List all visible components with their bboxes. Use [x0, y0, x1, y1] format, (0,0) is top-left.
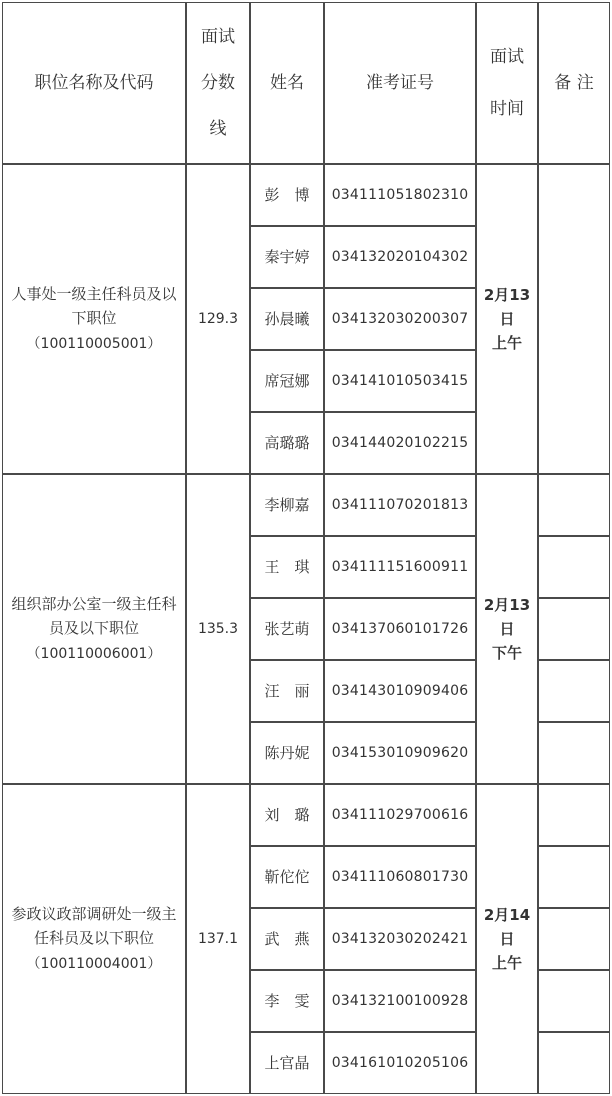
header-time-line: 时间 — [490, 99, 524, 119]
time-cell — [476, 164, 538, 474]
name-cell — [250, 412, 324, 474]
name-cell — [250, 970, 324, 1032]
candidate-name: 秦宇婷 — [264, 248, 310, 266]
score-cell — [186, 164, 250, 474]
time-line: 2月13 — [483, 596, 531, 614]
header-time-line: 面试 — [490, 47, 524, 67]
time-line: 2月14 — [483, 906, 531, 924]
exam-no-cell — [324, 288, 476, 350]
score-value: 137.1 — [197, 931, 239, 947]
candidate-name: 靳佗佗 — [264, 868, 310, 886]
exam-number: 034111060801730 — [331, 869, 469, 885]
header-score-stack — [201, 14, 235, 152]
time-cell — [476, 474, 538, 784]
name-cell — [250, 722, 324, 784]
score-cell — [186, 784, 250, 1094]
header-score-line: 分数 — [201, 73, 235, 93]
note-cell — [538, 970, 610, 1032]
time-stack — [484, 283, 530, 355]
name-cell — [250, 226, 324, 288]
exam-number: 034111051802310 — [331, 187, 469, 203]
candidate-name: 高璐璐 — [264, 434, 310, 452]
exam-no-cell — [324, 474, 476, 536]
note-cell — [538, 784, 610, 846]
position-code: （100110006001） — [26, 646, 162, 662]
exam-number: 034137060101726 — [331, 621, 469, 637]
time-line: 下午 — [491, 644, 522, 662]
header-score-line: 线 — [209, 119, 227, 139]
exam-no-cell — [324, 784, 476, 846]
exam-number: 034143010909406 — [331, 683, 469, 699]
note-cell — [538, 722, 610, 784]
note-cell — [538, 846, 610, 908]
position-cell — [2, 784, 186, 1094]
time-line: 2月13 — [483, 286, 531, 304]
time-cell — [476, 784, 538, 1094]
note-cell — [538, 164, 610, 474]
note-cell — [538, 536, 610, 598]
candidate-name: 刘 璐 — [264, 806, 310, 824]
header-position-label: 职位名称及代码 — [34, 73, 154, 93]
header-score — [186, 2, 250, 164]
exam-no-cell — [324, 908, 476, 970]
exam-no-cell — [324, 164, 476, 226]
candidate-name: 孙晨曦 — [264, 310, 310, 328]
name-cell — [250, 474, 324, 536]
score-value: 135.3 — [197, 621, 239, 637]
exam-no-cell — [324, 722, 476, 784]
header-exam-no-label: 准考证号 — [366, 73, 434, 93]
position-cell — [2, 474, 186, 784]
name-cell — [250, 350, 324, 412]
exam-number: 034161010205106 — [331, 1055, 469, 1071]
exam-no-cell — [324, 970, 476, 1032]
time-stack — [484, 593, 530, 665]
exam-number: 034132030202421 — [331, 931, 469, 947]
exam-no-cell — [324, 846, 476, 908]
exam-number: 034132020104302 — [331, 249, 469, 265]
exam-number: 034111029700616 — [331, 807, 469, 823]
time-line: 上午 — [491, 954, 522, 972]
exam-no-cell — [324, 660, 476, 722]
exam-no-cell — [324, 350, 476, 412]
exam-no-cell — [324, 536, 476, 598]
name-cell — [250, 908, 324, 970]
time-line: 上午 — [491, 334, 522, 352]
candidate-name: 武 燕 — [264, 930, 310, 948]
header-note — [538, 2, 610, 164]
position-title: 参政议政部调研处一级主任科员及以下职位 — [11, 905, 177, 947]
exam-number: 034144020102215 — [331, 435, 469, 451]
candidate-name: 陈丹妮 — [264, 744, 310, 762]
candidate-name: 王 琪 — [264, 558, 310, 576]
candidate-name: 李 雯 — [264, 992, 310, 1010]
exam-number: 034111151600911 — [331, 559, 469, 575]
position-code: （100110004001） — [26, 956, 162, 972]
time-stack — [484, 903, 530, 975]
name-cell — [250, 288, 324, 350]
position-cell — [2, 164, 186, 474]
exam-number: 034141010503415 — [331, 373, 469, 389]
candidate-name: 上官晶 — [264, 1054, 310, 1072]
exam-number: 034132030200307 — [331, 311, 469, 327]
note-cell — [538, 1032, 610, 1094]
candidate-name: 彭 博 — [264, 186, 310, 204]
candidate-name: 汪 丽 — [264, 682, 310, 700]
candidate-name: 席冠娜 — [264, 372, 310, 390]
score-cell — [186, 474, 250, 784]
header-exam-no — [324, 2, 476, 164]
name-cell — [250, 784, 324, 846]
name-cell — [250, 846, 324, 908]
note-cell — [538, 598, 610, 660]
header-time — [476, 2, 538, 164]
header-time-stack — [490, 31, 524, 135]
exam-no-cell — [324, 1032, 476, 1094]
name-cell — [250, 536, 324, 598]
name-cell — [250, 598, 324, 660]
exam-number: 034132100100928 — [331, 993, 469, 1009]
name-cell — [250, 1032, 324, 1094]
score-value: 129.3 — [197, 311, 239, 327]
note-cell — [538, 660, 610, 722]
header-name-label: 姓名 — [270, 73, 304, 93]
exam-no-cell — [324, 412, 476, 474]
header-score-line: 面试 — [201, 27, 235, 47]
time-line: 日 — [499, 930, 515, 948]
candidate-name: 李柳嘉 — [264, 496, 310, 514]
header-position — [2, 2, 186, 164]
exam-no-cell — [324, 226, 476, 288]
position-title: 人事处一级主任科员及以下职位 — [11, 285, 177, 327]
time-line: 日 — [499, 620, 515, 638]
exam-no-cell — [324, 598, 476, 660]
note-cell — [538, 474, 610, 536]
time-line: 日 — [499, 310, 515, 328]
position-code: （100110005001） — [26, 336, 162, 352]
exam-number: 034153010909620 — [331, 745, 469, 761]
exam-number: 034111070201813 — [331, 497, 469, 513]
note-cell — [538, 908, 610, 970]
candidate-name: 张艺萌 — [264, 620, 310, 638]
position-title: 组织部办公室一级主任科员及以下职位 — [11, 595, 177, 637]
name-cell — [250, 164, 324, 226]
header-note-label: 备 注 — [554, 73, 594, 93]
header-name — [250, 2, 324, 164]
name-cell — [250, 660, 324, 722]
